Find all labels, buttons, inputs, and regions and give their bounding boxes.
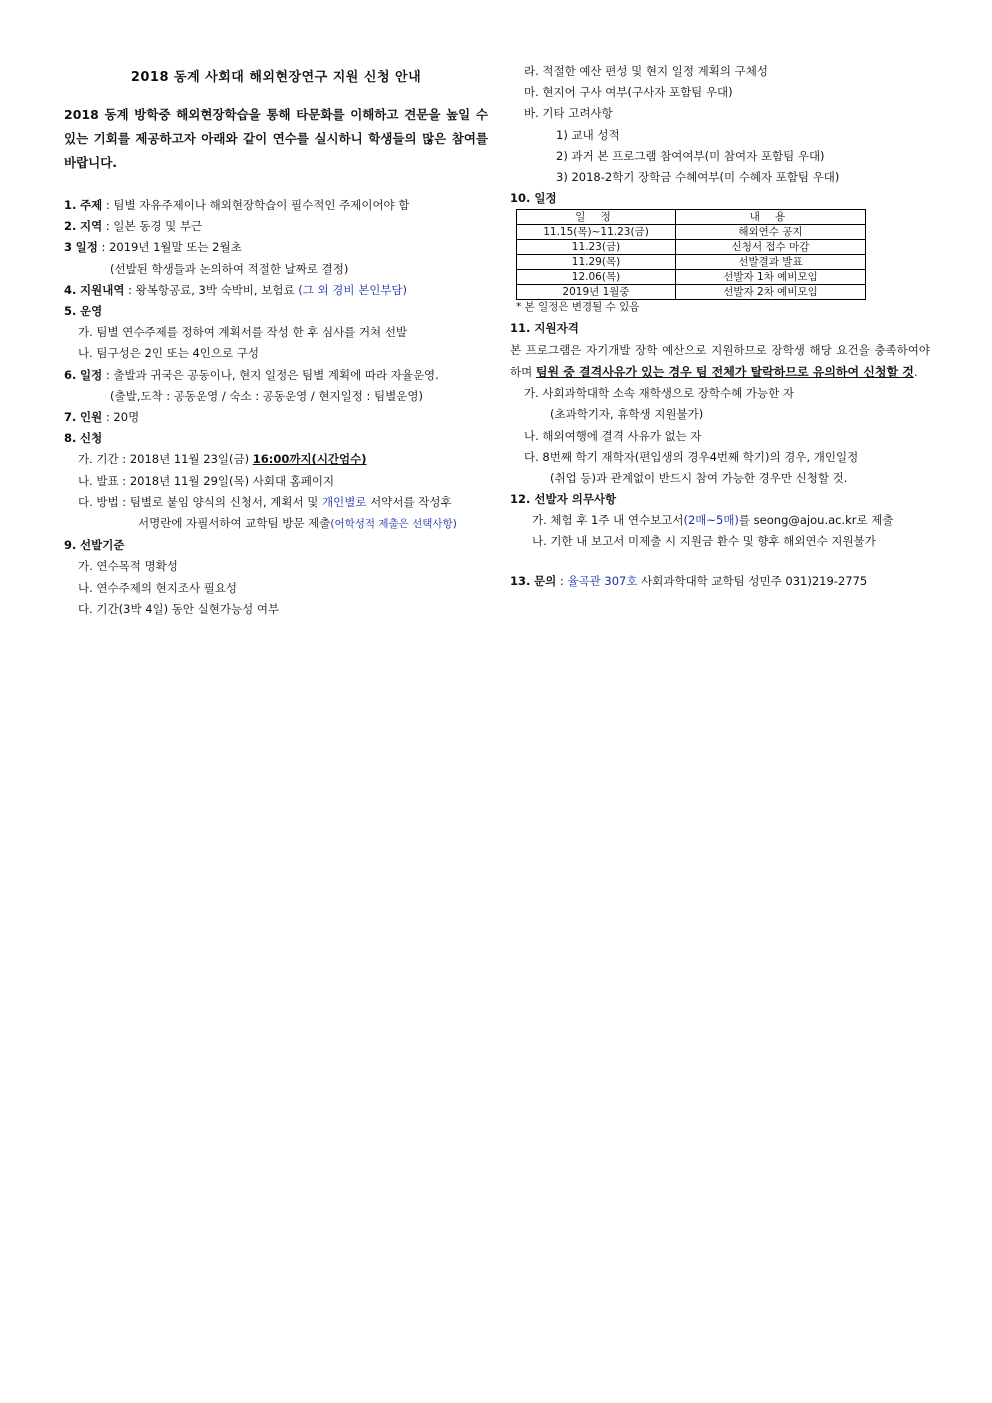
section-11-heading: 11. 지원자격 <box>510 321 579 336</box>
section-8-c2-text: 서명란에 자필서하여 교학팀 방문 제출 <box>138 516 331 531</box>
section-8-label: 신청 <box>80 431 103 446</box>
section-8-c-text: 다. 방법 : 팀별로 붙임 양식의 신청서, 계획서 및 <box>78 494 323 509</box>
left-column <box>64 58 488 620</box>
section-9-d: 라. 적절한 예산 편성 및 현지 일정 계획의 구체성 <box>524 64 768 78</box>
section-8-num: 8. <box>64 431 77 446</box>
section-9-f1: 1) 교내 성적 <box>556 127 620 142</box>
section-3 <box>64 237 488 258</box>
schedule-note: * 본 일정은 변경될 수 있음 <box>516 301 640 314</box>
section-3-sub: (선발된 학생들과 논의하여 적절한 날짜로 결정) <box>110 261 349 276</box>
section-9-c: 다. 기간(3박 4일) 동안 실현가능성 여부 <box>78 601 280 616</box>
schedule-table <box>516 209 866 300</box>
section-13-location: 율곡관 307호 <box>567 573 638 588</box>
section-12-a-tail: 를 seong@ajou.ac.kr로 제출 <box>738 513 894 528</box>
section-8-a-deadline: 16:00까지(시간엄수) <box>252 452 367 467</box>
section-12-a-text: 가. 체험 후 1주 내 연수보고서 <box>532 513 684 528</box>
section-9-f2: 2) 과거 본 프로그램 참여여부(미 참여자 포함팀 우대) <box>556 148 825 163</box>
section-8-a <box>64 449 488 470</box>
section-11-c-sub: (취업 등)과 관계없이 반드시 참여 가능한 경우만 신청할 것. <box>550 471 848 486</box>
section-1-num: 1. <box>64 198 77 212</box>
schedule-content: 해외연수 공지 <box>676 225 866 240</box>
section-4 <box>64 280 488 301</box>
section-8-c <box>64 492 488 513</box>
section-10-heading: 10. 일정 <box>510 191 557 206</box>
section-9-b: 나. 연수주제의 현지조사 필요성 <box>78 580 238 595</box>
section-11-warning: 팀원 중 결격사유가 있는 경우 팀 전체가 탈락하므로 유의하여 신청할 것 <box>535 365 914 380</box>
section-11-a-sub: (초과학기자, 휴학생 지원불가) <box>550 407 704 422</box>
section-5-num: 5. <box>64 304 77 319</box>
section-2-num: 2. <box>64 219 77 234</box>
section-1 <box>64 195 488 216</box>
section-11-paragraph <box>510 339 930 383</box>
right-column <box>510 61 930 592</box>
schedule-content: 신청서 접수 마감 <box>676 240 866 255</box>
schedule-content: 선발자 2차 예비모임 <box>676 285 866 300</box>
schedule-content: 선발결과 발표 <box>676 255 866 270</box>
section-12-heading: 12. 선발자 의무사항 <box>510 492 617 507</box>
section-7-num: 7. <box>64 410 77 425</box>
section-11-b: 나. 해외여행에 결격 사유가 없는 자 <box>524 428 702 443</box>
section-6-num: 6. <box>64 367 77 382</box>
schedule-header-row <box>517 210 866 225</box>
section-6-sub: (출발,도착 : 공동운영 / 숙소 : 공동운영 / 현지일정 : 팀별운영) <box>110 388 423 403</box>
section-7-text: : 20명 <box>102 410 140 425</box>
section-11-text: 본 프로그램은 자기개발 장학 예산으로 지원하므로 장학생 해당 요건을 충족하여야 하며 <box>510 343 930 380</box>
section-11-c: 다. 8번째 학기 재학자(편입생의 경우4번째 학기)의 경우, 개인일정 <box>524 449 859 464</box>
section-9-e: 마. 현지어 구사 여부(구사자 포함팀 우대) <box>524 85 733 100</box>
section-13-contact: 사회과학대학 교학팀 성민주 031)219-2775 <box>637 573 868 588</box>
section-2-label: 지역 <box>80 219 103 234</box>
section-2 <box>64 216 488 237</box>
table-row <box>517 255 866 270</box>
schedule-date: 12.06(목) <box>517 270 676 285</box>
section-13-sep: : <box>556 573 568 588</box>
schedule-header-date: 일 정 <box>517 210 676 225</box>
schedule-header-content: 내 용 <box>676 210 866 225</box>
section-9 <box>64 535 488 556</box>
table-row <box>517 285 866 300</box>
section-4-text: : 왕복항공료, 3박 숙박비, 보험료 <box>124 282 299 297</box>
section-6 <box>64 365 488 386</box>
section-5 <box>64 301 488 322</box>
section-3-num: 3 <box>64 240 73 255</box>
page-title: 2018 동계 사회대 해외현장연구 지원 신청 안내 <box>130 70 422 85</box>
section-1-label: 주제 <box>80 198 103 212</box>
section-8-c2 <box>64 513 488 535</box>
section-11-tail: . <box>913 365 918 380</box>
section-12-a-pages: (2매~5매) <box>683 513 739 528</box>
schedule-date: 11.15(목)~11.23(금) <box>517 225 676 240</box>
section-5-a: 가. 팀별 연수주제를 정하여 계획서를 작성 한 후 심사를 거쳐 선발 <box>78 325 408 340</box>
section-8-c2-note: (어학성적 제출은 선택사항) <box>330 518 457 531</box>
section-4-num: 4. <box>64 282 77 297</box>
section-7-label: 인원 <box>80 410 103 425</box>
section-12-a <box>510 510 930 531</box>
section-5-label: 운영 <box>80 304 103 319</box>
section-9-a: 가. 연수목적 명확성 <box>78 559 178 574</box>
section-8 <box>64 428 488 449</box>
schedule-date: 11.23(금) <box>517 240 676 255</box>
section-3-label: 일정 <box>75 240 98 255</box>
section-11-a: 가. 사회과학대학 소속 재학생으로 장학수혜 가능한 자 <box>524 386 794 401</box>
section-1-text: : 팀별 자유주제이나 해외현장학습이 필수적인 주제이어야 함 <box>102 198 410 212</box>
section-4-label: 지원내역 <box>80 282 125 297</box>
section-13 <box>510 571 930 592</box>
table-row <box>517 240 866 255</box>
table-row <box>517 225 866 240</box>
section-8-c-tail: 서약서를 작성후 <box>366 494 452 509</box>
section-13-num: 13. <box>510 573 531 588</box>
section-9-num: 9. <box>64 538 77 553</box>
section-9-label: 선발기준 <box>80 538 125 553</box>
table-row <box>517 270 866 285</box>
section-13-label: 문의 <box>534 573 557 588</box>
section-8-b: 나. 발표 : 2018년 11월 29일(목) 사회대 홈페이지 <box>78 473 335 488</box>
section-9-f: 바. 기타 고려사항 <box>524 106 613 121</box>
section-6-label: 일정 <box>80 367 103 382</box>
section-12-b: 나. 기한 내 보고서 미제출 시 지원금 환수 및 향후 해외연수 지원불가 <box>532 534 876 549</box>
schedule-date: 2019년 1월중 <box>517 285 676 300</box>
section-8-c-highlight: 개인별로 <box>322 494 367 509</box>
schedule-content: 선발자 1차 예비모임 <box>676 270 866 285</box>
section-6-text: : 출발과 귀국은 공동이나, 현지 일정은 팀별 계획에 따라 자율운영. <box>102 367 439 382</box>
section-9-f3: 3) 2018-2학기 장학금 수혜여부(미 수혜자 포함팀 우대) <box>556 170 840 185</box>
section-8-a-text: 가. 기간 : 2018년 11월 23일(금) <box>78 452 253 467</box>
intro-paragraph: 2018 동계 방학중 해외현장학습을 통해 타문화를 이해하고 견문을 높일 수 있는 기회를 제공하고자 아래와 같이 연수를 실시하니 학생들의 많은 참여를 바랍니다. <box>64 107 488 170</box>
schedule-date: 11.29(목) <box>517 255 676 270</box>
section-5-b: 나. 팀구성은 2인 또는 4인으로 구성 <box>78 346 259 361</box>
section-2-text: : 일본 동경 및 부근 <box>102 219 203 234</box>
section-7 <box>64 407 488 428</box>
section-4-note: (그 외 경비 본인부담) <box>298 282 408 297</box>
section-3-text: : 2019년 1월말 또는 2월초 <box>97 240 242 255</box>
